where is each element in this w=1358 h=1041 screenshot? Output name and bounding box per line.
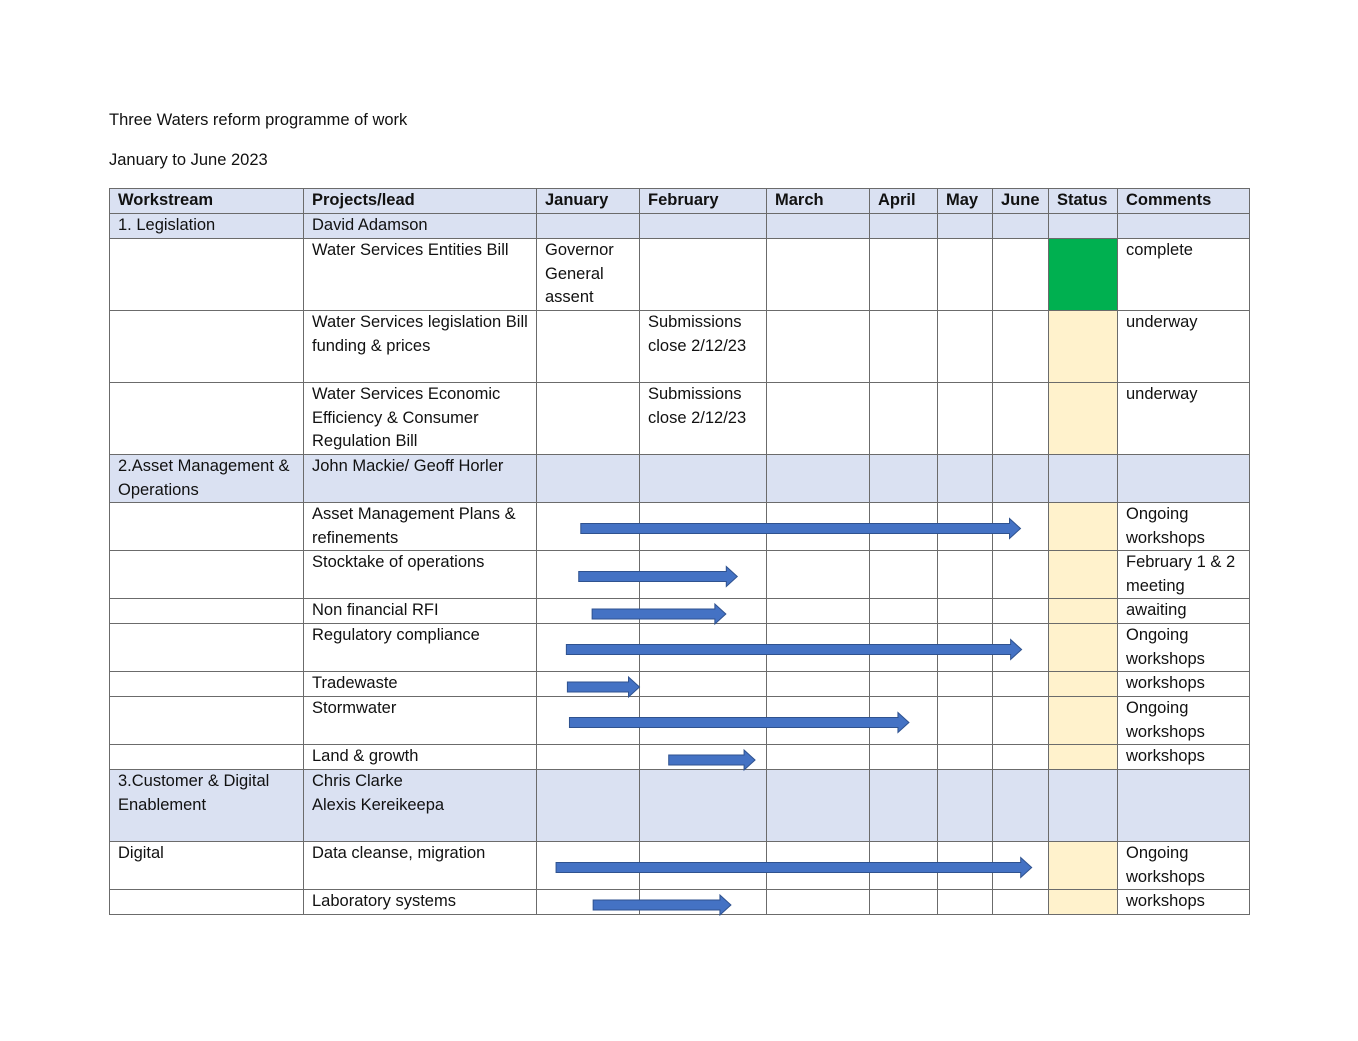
month-cell — [767, 599, 870, 624]
month-cell — [938, 599, 993, 624]
header-comments: Comments — [1118, 189, 1250, 214]
month-cell — [938, 383, 993, 455]
status-cell — [1049, 697, 1118, 745]
month-cell — [640, 770, 767, 842]
status-cell — [1049, 745, 1118, 770]
comment-cell — [1118, 455, 1250, 503]
month-cell — [870, 239, 938, 311]
month-cell — [537, 624, 640, 672]
status-cell — [1049, 890, 1118, 915]
month-cell — [993, 551, 1049, 599]
workstream-cell: Digital — [110, 842, 304, 890]
month-cell — [537, 745, 640, 770]
month-cell — [993, 599, 1049, 624]
status-cell — [1049, 770, 1118, 842]
month-cell — [938, 842, 993, 890]
table-row — [110, 890, 1250, 915]
month-cell — [537, 672, 640, 697]
month-cell — [640, 697, 767, 745]
project-cell: Tradewaste — [304, 672, 537, 697]
month-cell — [767, 770, 870, 842]
month-cell — [767, 455, 870, 503]
month-cell — [640, 599, 767, 624]
workstream-cell — [110, 383, 304, 455]
workstream-cell — [110, 311, 304, 383]
status-cell — [1049, 842, 1118, 890]
month-cell — [537, 311, 640, 383]
month-cell — [537, 842, 640, 890]
month-cell — [767, 239, 870, 311]
month-cell — [767, 890, 870, 915]
month-cell — [870, 624, 938, 672]
status-cell — [1049, 214, 1118, 239]
month-cell — [870, 672, 938, 697]
document-subtitle: January to June 2023 — [109, 151, 268, 169]
status-cell — [1049, 599, 1118, 624]
month-cell — [993, 239, 1049, 311]
workstream-cell — [110, 624, 304, 672]
month-cell — [870, 311, 938, 383]
table-row — [110, 503, 1250, 551]
project-cell: Non financial RFI — [304, 599, 537, 624]
month-cell — [938, 311, 993, 383]
milestone-note-cell: Submissions close 2/12/23 — [640, 311, 767, 383]
month-cell — [993, 383, 1049, 455]
table-row — [110, 745, 1250, 770]
workstream-cell: 1. Legislation — [110, 214, 304, 239]
month-cell — [640, 842, 767, 890]
status-cell — [1049, 672, 1118, 697]
month-cell — [767, 624, 870, 672]
month-cell — [640, 503, 767, 551]
project-cell: David Adamson — [304, 214, 537, 239]
workstream-cell: 3.Customer & Digital Enablement — [110, 770, 304, 842]
table-row — [110, 311, 1250, 383]
month-cell — [938, 455, 993, 503]
comment-cell: workshops — [1118, 672, 1250, 697]
month-cell — [640, 239, 767, 311]
month-cell — [537, 503, 640, 551]
month-cell — [938, 745, 993, 770]
status-cell — [1049, 503, 1118, 551]
status-cell — [1049, 455, 1118, 503]
status-cell — [1049, 239, 1118, 311]
month-cell — [640, 624, 767, 672]
month-cell — [870, 890, 938, 915]
month-cell — [993, 770, 1049, 842]
month-cell — [870, 503, 938, 551]
header-march: March — [767, 189, 870, 214]
table-row — [110, 842, 1250, 890]
month-cell — [537, 455, 640, 503]
comment-cell: awaiting — [1118, 599, 1250, 624]
milestone-note-cell: Governor General assent — [537, 239, 640, 311]
header-january: January — [537, 189, 640, 214]
month-cell — [938, 624, 993, 672]
month-cell — [870, 214, 938, 239]
comment-cell: workshops — [1118, 890, 1250, 915]
month-cell — [640, 551, 767, 599]
month-cell — [938, 770, 993, 842]
month-cell — [993, 697, 1049, 745]
month-cell — [993, 503, 1049, 551]
document-title: Three Waters reform programme of work — [109, 111, 408, 129]
table-row — [110, 624, 1250, 672]
month-cell — [767, 745, 870, 770]
project-cell: Water Services legislation Bill funding & prices — [304, 311, 537, 383]
project-cell: John Mackie/ Geoff Horler — [304, 455, 537, 503]
workstream-cell: 2.Asset Management & Operations — [110, 455, 304, 503]
project-cell: Land & growth — [304, 745, 537, 770]
month-cell — [993, 745, 1049, 770]
milestone-note-cell: Submissions close 2/12/23 — [640, 383, 767, 455]
table-header-row — [110, 189, 1250, 214]
header-status: Status — [1049, 189, 1118, 214]
project-cell: Laboratory systems — [304, 890, 537, 915]
month-cell — [938, 672, 993, 697]
project-cell: Data cleanse, migration — [304, 842, 537, 890]
table-row — [110, 697, 1250, 745]
header-february: February — [640, 189, 767, 214]
month-cell — [993, 624, 1049, 672]
comment-cell: Ongoing workshops — [1118, 624, 1250, 672]
month-cell — [870, 697, 938, 745]
month-cell — [640, 890, 767, 915]
month-cell — [870, 745, 938, 770]
month-cell — [870, 842, 938, 890]
project-cell: Stocktake of operations — [304, 551, 537, 599]
status-cell — [1049, 383, 1118, 455]
month-cell — [537, 551, 640, 599]
project-cell: Chris Clarke Alexis Kereikeepa — [304, 770, 537, 842]
month-cell — [767, 383, 870, 455]
month-cell — [870, 383, 938, 455]
month-cell — [870, 551, 938, 599]
status-cell — [1049, 624, 1118, 672]
month-cell — [870, 455, 938, 503]
section-row — [110, 214, 1250, 239]
comment-cell: underway — [1118, 383, 1250, 455]
month-cell — [640, 672, 767, 697]
table-row — [110, 599, 1250, 624]
month-cell — [993, 311, 1049, 383]
programme-table — [109, 188, 1250, 915]
month-cell — [993, 214, 1049, 239]
workstream-cell — [110, 697, 304, 745]
section-row — [110, 455, 1250, 503]
project-cell: Stormwater — [304, 697, 537, 745]
header-may: May — [938, 189, 993, 214]
month-cell — [767, 551, 870, 599]
month-cell — [537, 599, 640, 624]
header-projects: Projects/lead — [304, 189, 537, 214]
month-cell — [938, 890, 993, 915]
month-cell — [993, 842, 1049, 890]
workstream-cell — [110, 672, 304, 697]
project-cell: Water Services Entities Bill — [304, 239, 537, 311]
month-cell — [640, 455, 767, 503]
workstream-cell — [110, 599, 304, 624]
month-cell — [767, 503, 870, 551]
header-workstream: Workstream — [110, 189, 304, 214]
status-cell — [1049, 311, 1118, 383]
table-row — [110, 383, 1250, 455]
month-cell — [767, 672, 870, 697]
workstream-cell — [110, 890, 304, 915]
table-row — [110, 239, 1250, 311]
month-cell — [870, 599, 938, 624]
month-cell — [767, 842, 870, 890]
table-row — [110, 672, 1250, 697]
month-cell — [938, 503, 993, 551]
workstream-cell — [110, 551, 304, 599]
month-cell — [640, 214, 767, 239]
workstream-cell — [110, 503, 304, 551]
table-row — [110, 551, 1250, 599]
comment-cell: February 1 & 2 meeting — [1118, 551, 1250, 599]
month-cell — [767, 311, 870, 383]
header-april: April — [870, 189, 938, 214]
workstream-cell — [110, 239, 304, 311]
table-body — [110, 214, 1250, 915]
status-cell — [1049, 551, 1118, 599]
month-cell — [938, 697, 993, 745]
month-cell — [537, 383, 640, 455]
month-cell — [870, 770, 938, 842]
month-cell — [537, 890, 640, 915]
section-row — [110, 770, 1250, 842]
comment-cell: Ongoing workshops — [1118, 842, 1250, 890]
month-cell — [938, 551, 993, 599]
project-cell: Water Services Economic Efficiency & Consumer Regulation Bill — [304, 383, 537, 455]
month-cell — [993, 455, 1049, 503]
comment-cell — [1118, 214, 1250, 239]
month-cell — [938, 239, 993, 311]
month-cell — [993, 672, 1049, 697]
month-cell — [640, 745, 767, 770]
month-cell — [537, 697, 640, 745]
month-cell — [537, 770, 640, 842]
comment-cell: complete — [1118, 239, 1250, 311]
header-june: June — [993, 189, 1049, 214]
comment-cell: Ongoing workshops — [1118, 697, 1250, 745]
comment-cell: workshops — [1118, 745, 1250, 770]
month-cell — [767, 697, 870, 745]
comment-cell — [1118, 770, 1250, 842]
project-cell: Regulatory compliance — [304, 624, 537, 672]
project-cell: Asset Management Plans & refinements — [304, 503, 537, 551]
month-cell — [537, 214, 640, 239]
month-cell — [993, 890, 1049, 915]
month-cell — [938, 214, 993, 239]
comment-cell: underway — [1118, 311, 1250, 383]
month-cell — [767, 214, 870, 239]
comment-cell: Ongoing workshops — [1118, 503, 1250, 551]
workstream-cell — [110, 745, 304, 770]
